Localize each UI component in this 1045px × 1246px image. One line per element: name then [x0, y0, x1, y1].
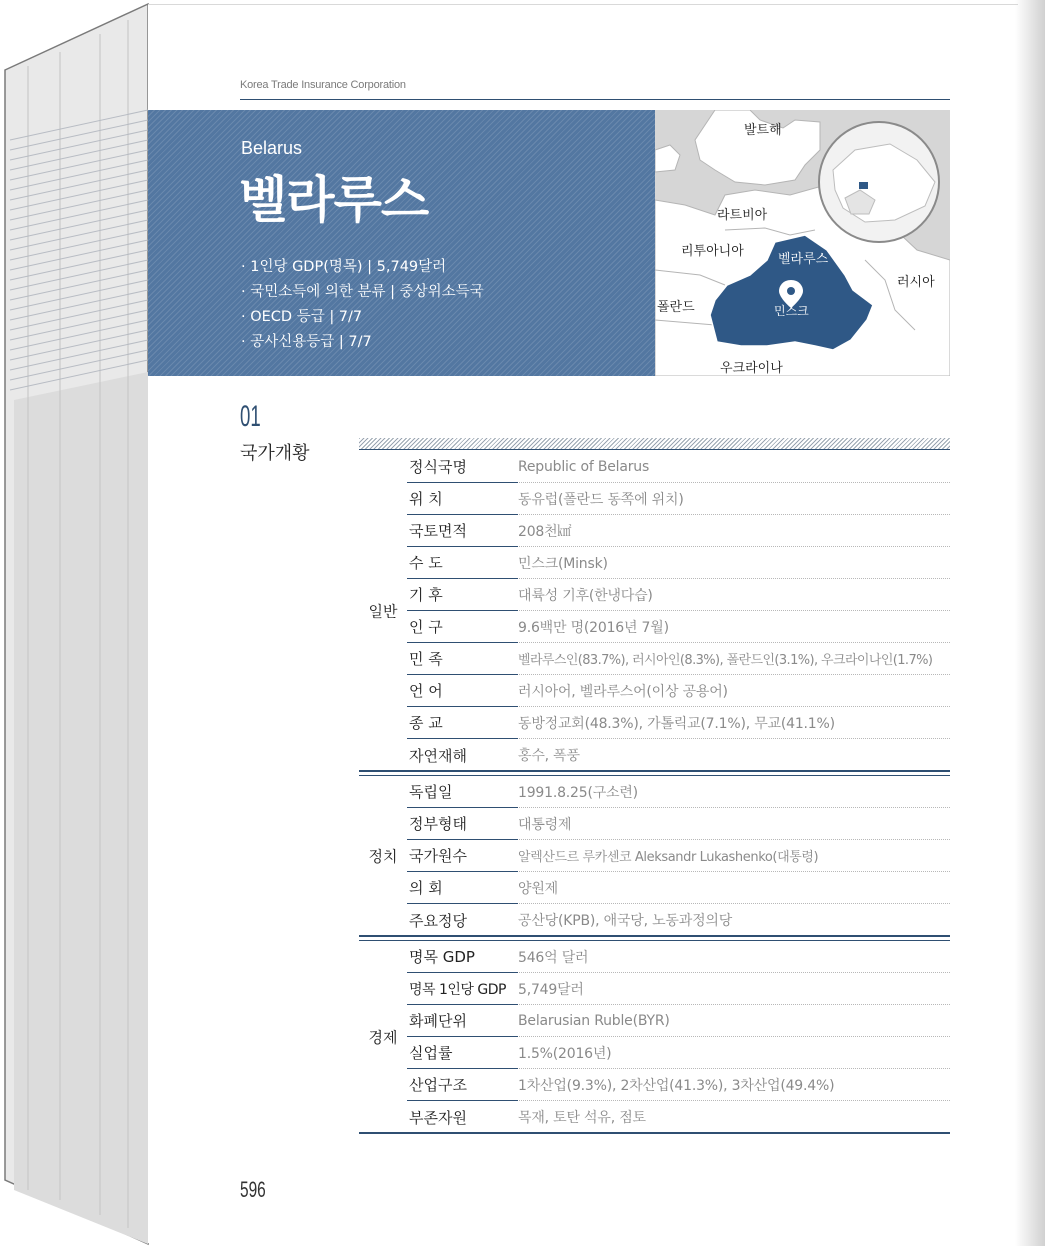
table-row [407, 579, 950, 611]
map-label-russia: 러시아 [897, 275, 935, 290]
row-value: 동유럽(폴란드 동쪽에 위치) [518, 491, 684, 508]
row-value: 1.5%(2016년) [518, 1045, 612, 1062]
row-key: 종 교 [407, 708, 518, 739]
row-value: 공산당(KPB), 애국당, 노동과정의당 [518, 912, 733, 929]
row-value: 동방정교회(48.3%), 가톨릭교(7.1%), 무교(41.1%) [518, 715, 835, 732]
map-label-poland: 폴란드 [657, 300, 695, 315]
fact-credit-grade: · 공사신용등급 | 7/7 [241, 334, 372, 350]
table-row [407, 973, 950, 1005]
table-group-economy [359, 940, 950, 1134]
header-rule [240, 99, 950, 100]
row-key: 기 후 [407, 580, 518, 611]
table-row [407, 1005, 950, 1037]
row-value: 민스크(Minsk) [518, 555, 608, 572]
table-row [407, 611, 950, 643]
row-value: 208천㎢ [518, 523, 572, 540]
fact-gdp-per-capita: · 1인당 GDP(명목) | 5,749달러 [241, 259, 447, 275]
map-label-latvia: 라트비아 [717, 208, 768, 223]
table-row [407, 904, 950, 935]
row-value: 홍수, 폭풍 [518, 747, 580, 764]
row-value: Republic of Belarus [518, 458, 650, 475]
row-value: 대통령제 [518, 816, 572, 833]
row-key: 정부형태 [407, 809, 518, 840]
row-key: 명목 1인당 GDP [407, 974, 518, 1005]
fact-oecd-grade: · OECD 등급 | 7/7 [241, 309, 363, 325]
row-key: 국가원수 [407, 841, 518, 872]
group-label: 정치 [368, 847, 398, 865]
map-label-baltic-sea: 발트해 [744, 123, 782, 138]
row-key: 국토면적 [407, 516, 518, 547]
row-value: 9.6백만 명(2016년 7월) [518, 619, 669, 636]
row-value: 1차산업(9.3%), 2차산업(41.3%), 3차산업(49.4%) [518, 1077, 835, 1094]
key-facts-list [241, 255, 484, 355]
table-row [407, 675, 950, 707]
table-top-hatch-bar [359, 438, 950, 450]
row-value: 546억 달러 [518, 949, 589, 966]
table-row [407, 739, 950, 770]
table-row [407, 1069, 950, 1101]
section-number: 01 [240, 400, 261, 433]
fact-income-class: · 국민소득에 의한 분류 | 중상위소득국 [241, 284, 484, 300]
row-key: 민 족 [407, 644, 518, 675]
table-group-politics [359, 775, 950, 937]
table-row [407, 840, 950, 872]
row-key: 주요정당 [409, 911, 467, 930]
row-value: Belarusian Ruble(BYR) [518, 1012, 670, 1029]
country-korean-name: 벨라루스 [239, 171, 429, 229]
section-title: 국가개황 [240, 443, 310, 464]
row-key: 언 어 [407, 676, 518, 707]
location-map [655, 110, 950, 376]
map-label-lithuania: 리투아니아 [681, 244, 744, 259]
map-label-ukraine: 우크라이나 [720, 361, 783, 376]
table-row [407, 872, 950, 904]
row-key: 실업률 [407, 1038, 518, 1069]
table-group-general [359, 451, 950, 772]
group-label: 일반 [368, 602, 398, 620]
running-head: Korea Trade Insurance Corporation [240, 79, 406, 91]
table-row [407, 451, 950, 483]
row-key: 수 도 [407, 548, 518, 579]
row-value: 대륙성 기후(한냉다습) [518, 587, 653, 604]
document-page [148, 4, 1018, 1243]
row-value: 5,749달러 [518, 981, 584, 998]
row-value: 벨라루스인(83.7%), 러시아인(8.3%), 폴란드인(3.1%), 우크라이나인(1.7%) [518, 653, 933, 668]
table-row [407, 707, 950, 739]
map-label-belarus: 벨라루스 [778, 252, 829, 267]
page-number: 596 [240, 1177, 266, 1202]
book-page-stack [0, 0, 160, 1246]
row-key: 정식국명 [407, 452, 518, 483]
country-english-name: Belarus [241, 138, 303, 158]
table-row [407, 547, 950, 579]
country-overview-table [359, 451, 950, 1134]
row-key: 자연재해 [409, 746, 467, 765]
table-row [407, 1101, 950, 1132]
row-value: 양원제 [518, 880, 558, 897]
land-west-coast [655, 145, 680, 172]
table-row [407, 643, 950, 675]
table-row [407, 1037, 950, 1069]
map-label-minsk: 민스크 [774, 304, 809, 318]
row-value: 목재, 토탄 석유, 점토 [518, 1109, 646, 1126]
row-key: 부존자원 [409, 1108, 467, 1127]
table-row [407, 808, 950, 840]
table-row [407, 941, 950, 973]
table-row [407, 483, 950, 515]
row-key: 독립일 [407, 777, 518, 808]
row-value: 알렉산드르 루카센코 Aleksandr Lukashenko(대통령) [518, 850, 819, 865]
row-key: 화폐단위 [407, 1006, 518, 1037]
group-label: 경제 [368, 1028, 398, 1046]
row-key: 명목 GDP [407, 942, 518, 973]
table-row [407, 515, 950, 547]
row-key: 위 치 [407, 484, 518, 515]
row-value: 1991.8.25(구소련) [518, 784, 638, 801]
country-banner [148, 110, 655, 376]
row-key: 의 회 [407, 873, 518, 904]
row-key: 산업구조 [407, 1070, 518, 1101]
table-row [407, 776, 950, 808]
page-edge-shadow [1015, 0, 1045, 1246]
row-key: 인 구 [407, 612, 518, 643]
row-value: 러시아어, 벨라루스어(이상 공용어) [518, 683, 728, 700]
land-north [695, 110, 820, 185]
